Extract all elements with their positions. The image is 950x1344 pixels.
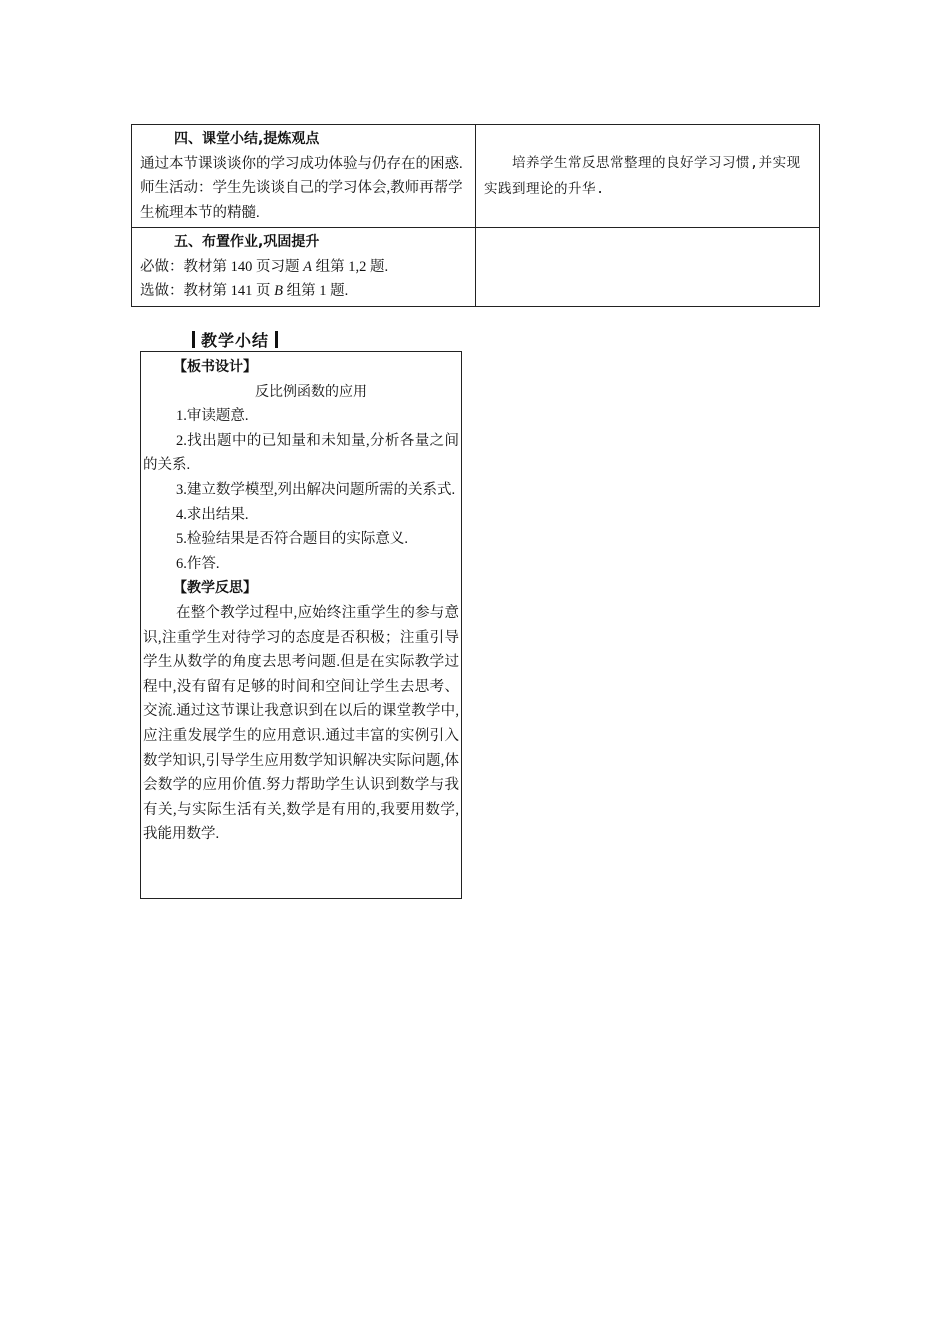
section-heading: 四、课堂小结,提炼观点 [174, 131, 320, 147]
design-intent-cell [476, 228, 820, 307]
list-item: 4.求出结果. [176, 506, 249, 523]
summary-box [140, 351, 462, 899]
section-heading: 五、布置作业,巩固提升 [174, 234, 320, 250]
table-row [132, 125, 820, 228]
list-item: 2.找出题中的已知量和未知量,分析各量之间的关系. [143, 432, 459, 474]
reflection-text: 在整个教学过程中,应始终注重学生的参与意识,注重学生对待学习的态度是否积极；注重引导学生从数学的角度去思考问题.但是在实际教学过程中,没有留有足够的时间和空间让学生去思考、交流.通过这节课让我意识到在以后的课堂教学中,应注重发展学生的应用意识.通过丰富的实例引入数学知识,引导学生应用数学知识解决实际问题,体会数学的应用价值.努力帮助学生认识到数学与我有关,与实际生活有关,数学是有用的,我要用数学,我能用数学. [143, 604, 459, 843]
design-intent-text: 培养学生常反思常整理的良好学习习惯,并实现实践到理论的升华. [484, 155, 801, 197]
activity-line: 通过本节课谈谈你的学习成功体验与仍存在的困惑. [140, 155, 463, 172]
title-bar-right [275, 331, 278, 348]
list-item: 3.建立数学模型,列出解决问题所需的关系式. [176, 481, 456, 498]
design-intent-cell [476, 125, 820, 228]
homework-required-prefix: 必做：教材第 140 页习题 [140, 258, 304, 275]
list-item: 6.作答. [176, 555, 220, 572]
list-item: 5.检验结果是否符合题目的实际意义. [176, 531, 408, 548]
homework-optional [140, 279, 467, 304]
board-design-label: 【板书设计】 [173, 359, 257, 375]
board-title: 反比例函数的应用 [255, 383, 367, 400]
activity-cell [132, 228, 476, 307]
activity-cell [132, 125, 476, 228]
homework-optional-suffix: 组第 1 题. [282, 283, 349, 299]
homework-required-suffix: 组第 1,2 题. [311, 258, 389, 275]
homework-group-label: B [274, 283, 283, 299]
reflection-label: 【教学反思】 [173, 580, 257, 597]
homework-required [140, 255, 467, 280]
summary-title-text: 教学小结 [201, 331, 270, 350]
activity-line: 师生活动：学生先谈谈自己的学习体会,教师再帮学生梳理本节的精髓. [140, 180, 463, 221]
summary-section-title [186, 328, 284, 351]
lesson-plan-table [131, 124, 820, 307]
homework-optional-prefix: 选做：教材第 141 页 [140, 283, 275, 299]
title-bar-left [192, 331, 195, 348]
table-row [132, 228, 820, 307]
homework-group-label: A [303, 258, 312, 275]
list-item: 1.审读题意. [176, 408, 249, 425]
